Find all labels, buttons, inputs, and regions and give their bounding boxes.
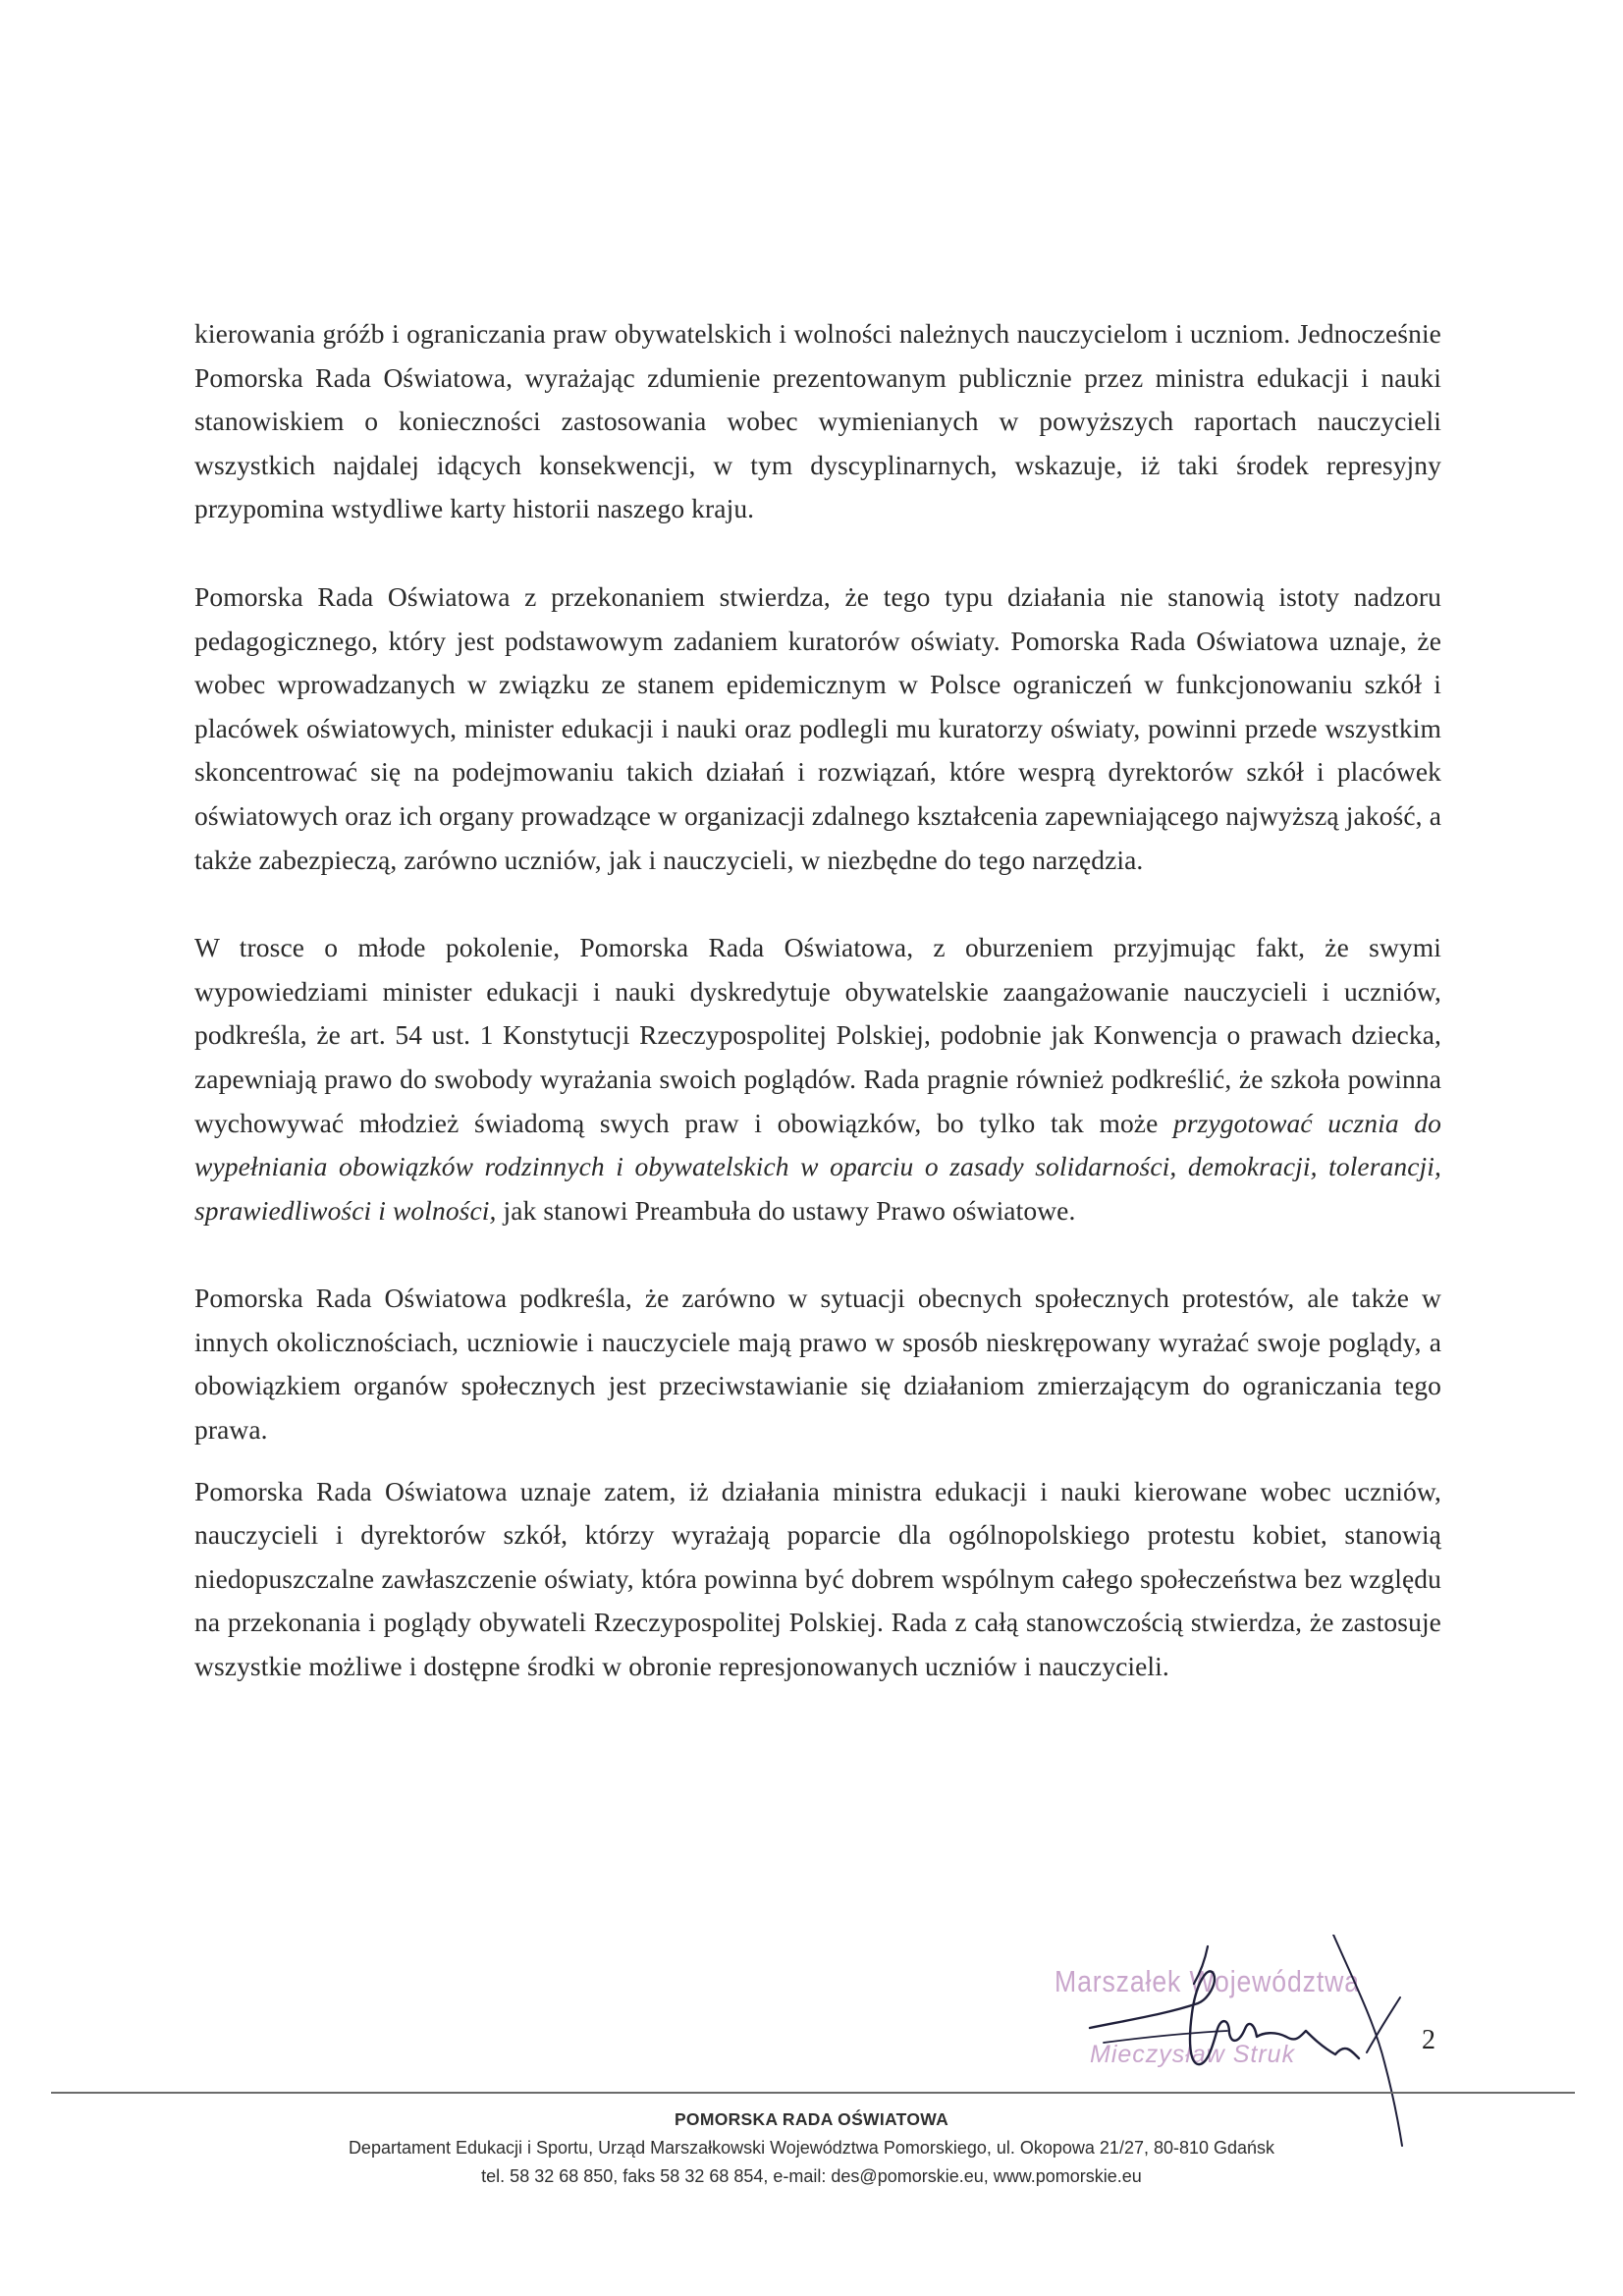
footer-address: Departament Edukacji i Sportu, Urząd Marszałkowski Województwa Pomorskiego, ul. Okopowa 21/27, 80-810 Gdańsk bbox=[348, 2138, 1275, 2158]
paragraph-5: Pomorska Rada Oświatowa uznaje zatem, iż działania ministra edukacji i nauki kierowane wobec uczniów, nauczycieli i dyrektorów szkół, którzy wyrażają poparcie dla ogólnopolskiego protestu kobiet, stanowią niedopuszczalne zawłaszczenie oświaty, która powinna być dobrem wspólnym całego społeczeństwa bez względu na przekonania i poglądy obywateli Rzeczypospolitej Polskiej. Rada z całą stanowczością stwierdza, że zastosuje wszystkie możliwe i dostępne środki w obronie represjonowanych uczniów i nauczycieli. bbox=[194, 1475, 1441, 1682]
signature-stamp-office: Marszałek Województwa bbox=[1055, 1964, 1360, 1998]
page-number: 2 bbox=[1422, 2025, 1435, 2055]
paragraph-3-text-end: jak stanowi Preambuła do ustawy Prawo oświatowe. bbox=[496, 1194, 1076, 1226]
letter-body bbox=[194, 312, 1441, 1733]
paragraph-1: kierowania gróźb i ograniczania praw obywatelskich i wolności należnych nauczycielom i uczniom. Jednocześnie Pomorska Rada Oświatowa, wyrażając zdumienie prezentowanym publicznie przez ministra edukacji i nauki stanowiskiem o konieczności zastosowania wobec wymienianych w powyższych raportach nauczycieli wszystkich najdalej idących konsekwencji, w tym dyscyplinarnych, wskazuje, iż taki środek represyjny przypomina wstydliwe karty historii naszego kraju. bbox=[194, 318, 1441, 524]
paragraph-3-text-start: W trosce o młode pokolenie, Pomorska Rada Oświatowa, z oburzeniem przyjmując fakt, że swymi wypowiedziami minister edukacji i nauki dyskredytuje obywatelskie zaangażowanie nauczycieli i uczniów, podkreśla, że art. 54 ust. 1 Konstytucji Rzeczypospolitej Polskiej, podobnie jak Konwencja o prawach dziecka, zapewniają prawo do swobody wyrażania swoich poglądów. Rada pragnie również podkreślić, że szkoła powinna wychowywać młodzież świadomą swych praw i obowiązków, bo tylko tak może bbox=[194, 932, 1441, 1138]
footer-divider bbox=[51, 2092, 1575, 2094]
letterhead-footer bbox=[0, 2105, 1623, 2191]
signature-stamp-name: Mieczysław Struk bbox=[1090, 2041, 1296, 2068]
paragraph-3 bbox=[194, 926, 1441, 1232]
paragraph-3-quote: przygotować ucznia do wypełniania obowiązków rodzinnych i obywatelskich w oparciu o zasady solidarności, demokracji, tolerancji, sprawiedliwości i wolności, bbox=[194, 1107, 1442, 1226]
paragraph-4: Pomorska Rada Oświatowa podkreśla, że zarówno w sytuacji obecnych społecznych protestów, ale także w innych okolicznościach, uczniowie i nauczyciele mają prawo w sposób nieskrępowany wyrażać swoje poglądy, a obowiązkiem organów społecznych jest przeciwstawianie się działaniom zmierzającym do ograniczania tego prawa. bbox=[194, 1283, 1441, 1446]
footer-contact: tel. 58 32 68 850, faks 58 32 68 854, e-mail: des@pomorskie.eu, www.pomorskie.eu bbox=[481, 2166, 1142, 2186]
paragraph-2: Pomorska Rada Oświatowa z przekonaniem stwierdza, że tego typu działania nie stanowią istoty nadzoru pedagogicznego, który jest podstawowym zadaniem kuratorów oświaty. Pomorska Rada Oświatowa uznaje, że wobec wprowadzanych w związku ze stanem epidemicznym w Polsce ograniczeń w funkcjonowaniu szkół i placówek oświatowych, minister edukacji i nauki oraz podlegli mu kuratorzy oświaty, powinni przede wszystkim skoncentrować się na podejmowaniu takich działań i rozwiązań, które wesprą dyrektorów szkół i placówek oświatowych oraz ich organy prowadzące w organizacji zdalnego kształcenia zapewniającego najwyższą jakość, a także zabezpieczą, zarówno uczniów, jak i nauczycieli, w niezbędne do tego narzędzia. bbox=[194, 580, 1441, 875]
footer-organization: POMORSKA RADA OŚWIATOWA bbox=[674, 2109, 949, 2129]
